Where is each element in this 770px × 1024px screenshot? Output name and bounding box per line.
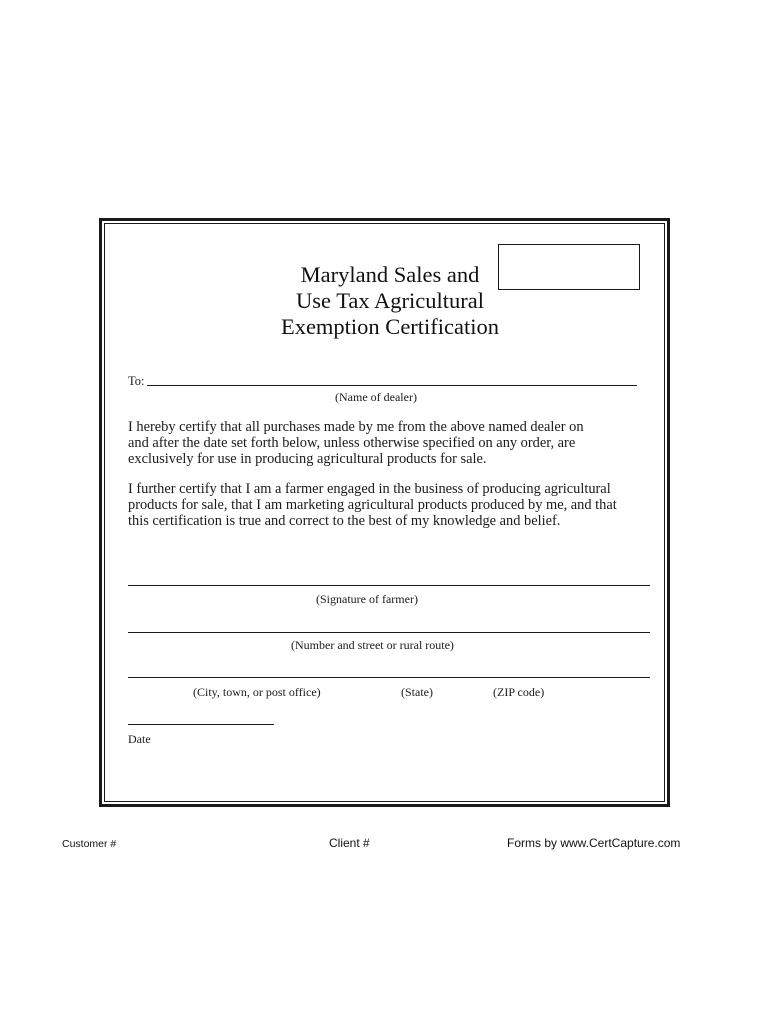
street-line[interactable]	[128, 632, 650, 633]
paragraph-1-line-3: exclusively for use in producing agricultural products for sale.	[128, 451, 487, 467]
state-caption: (State)	[401, 685, 433, 699]
paragraph-2-line-1: I further certify that I am a farmer engaged in the business of producing agricultural	[128, 481, 611, 497]
street-caption: (Number and street or rural route)	[291, 638, 454, 652]
city-caption: (City, town, or post office)	[193, 685, 321, 699]
forms-by-credit: Forms by www.CertCapture.com	[507, 836, 681, 850]
paragraph-1-line-2: and after the date set forth below, unless otherwise specified on any order, are	[128, 435, 576, 451]
paragraph-2-line-2: products for sale, that I am marketing agricultural products produced by me, and that	[128, 497, 617, 513]
client-number-label: Client #	[329, 836, 370, 850]
customer-number-label: Customer #	[62, 838, 117, 850]
city-state-zip-line[interactable]	[128, 677, 650, 678]
zip-caption: (ZIP code)	[493, 685, 545, 699]
to-label: To:	[128, 374, 145, 388]
signature-line[interactable]	[128, 585, 650, 586]
date-label: Date	[128, 732, 151, 746]
form-title	[230, 262, 550, 340]
dealer-name-line[interactable]	[147, 385, 637, 386]
certify-paragraph-1	[128, 419, 648, 467]
title-line-1: Maryland Sales and	[300, 262, 480, 287]
date-line[interactable]	[128, 724, 274, 725]
title-line-2: Use Tax Agricultural	[296, 288, 484, 313]
title-line-3: Exemption Certification	[280, 314, 500, 339]
paragraph-2-line-3: this certification is true and correct to the best of my knowledge and belief.	[128, 513, 561, 529]
signature-caption: (Signature of farmer)	[316, 592, 418, 606]
dealer-name-caption: (Name of dealer)	[335, 390, 417, 404]
certify-paragraph-2	[128, 481, 648, 529]
paragraph-1-line-1: I hereby certify that all purchases made by me from the above named dealer on	[128, 419, 584, 435]
